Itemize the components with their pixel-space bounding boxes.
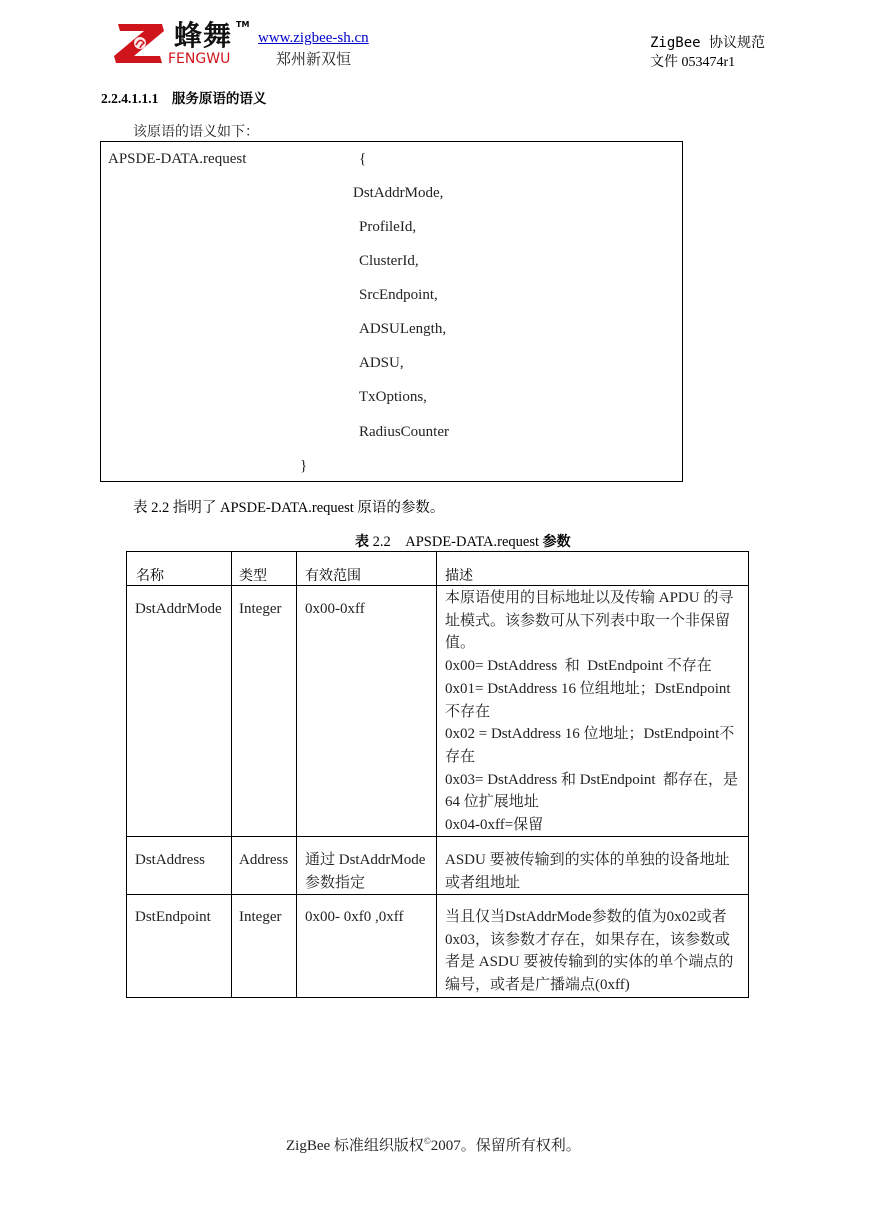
open-brace: { [359, 151, 367, 167]
param-item: SrcEndpoint, [359, 287, 438, 303]
parameter-table [126, 551, 749, 998]
param-item: DstAddrMode, [353, 185, 444, 201]
logo-cn-text: 蜂舞 [174, 19, 233, 52]
logo-z-mark-icon [112, 18, 168, 68]
desc-line: 0x03，该参数才存在，如果存在，该参数或 [445, 931, 731, 948]
primitive-syntax-box [100, 141, 683, 482]
caption-label: 表 [355, 534, 369, 550]
desc-line: 存在 [445, 748, 476, 765]
cell-name: DstEndpoint [135, 909, 211, 925]
site-url-link[interactable]: www.zigbee-sh.cn [258, 30, 369, 46]
range-line: 通过 DstAddrMode [305, 852, 426, 868]
close-brace: } [300, 458, 308, 474]
cell-type: Integer [239, 909, 282, 925]
copyright-footer [286, 1134, 581, 1155]
desc-line: 64 位扩展地址 [445, 794, 539, 811]
section-heading: 2.2.4.1.1.1 服务原语的语义 [101, 91, 267, 106]
desc-line: ASDU 要被传输到的实体的单独的设备地址 [445, 852, 730, 868]
column-divider [436, 552, 437, 997]
desc-line: 址模式。该参数可从下列表中取一个非保留 [445, 612, 731, 629]
desc-line: 0x04-0xff=保留 [445, 817, 544, 834]
logo-en-text: FENGWU [168, 51, 231, 67]
cell-description [445, 849, 730, 894]
header-description: 描述 [445, 568, 473, 584]
param-item: TxOptions, [359, 389, 427, 405]
range-line: 参数指定 [305, 874, 366, 891]
footer-post: 2007。保留所有权利。 [430, 1138, 581, 1154]
cell-range: 0x00-0xff [305, 601, 365, 617]
param-item: ADSU, [359, 355, 404, 371]
cell-range: 0x00- 0xf0 ,0xff [305, 909, 404, 925]
param-item: ClusterId, [359, 253, 419, 269]
param-item: RadiusCounter [359, 424, 449, 440]
footer-pre: ZigBee 标准组织版权 [286, 1138, 424, 1154]
cell-description [445, 906, 733, 997]
intro-text: 该原语的语义如下： [133, 125, 259, 140]
primitive-name: APSDE-DATA.request [108, 151, 247, 167]
desc-line: 本原语使用的目标地址以及传输 APDU 的寻 [445, 590, 734, 606]
desc-line: 0x03= DstAddress 和 DstEndpoint 都存在，是 [445, 771, 739, 788]
logo-trademark: TM [236, 20, 250, 29]
cell-type: Integer [239, 601, 282, 617]
desc-line: 当且仅当DstAddrMode参数的值为0x02或者 [445, 909, 727, 925]
copyright-symbol: © [423, 1136, 431, 1146]
desc-line: 0x00= DstAddress 和 DstEndpoint 不存在 [445, 658, 712, 675]
desc-line: 编号，或者是广播端点(0xff) [445, 977, 630, 994]
doc-title: ZigBee 协议规范 [650, 35, 766, 51]
cell-name: DstAddress [135, 852, 205, 868]
desc-line: 或者组地址 [445, 874, 521, 891]
logo [112, 18, 252, 70]
cell-description [445, 587, 738, 837]
param-item: ADSULength, [359, 321, 447, 337]
desc-line: 者是 ASDU 要被传输到的实体的单个端点的 [445, 954, 734, 971]
column-divider [231, 552, 232, 997]
table-caption [355, 531, 571, 551]
param-item: ProfileId, [359, 219, 417, 235]
desc-line: 不存在 [445, 703, 491, 720]
desc-line: 值。 [445, 635, 476, 652]
cell-type: Address [239, 852, 289, 868]
header-name: 名称 [136, 568, 164, 584]
caption-tail: 参数 [542, 534, 571, 550]
row-divider [127, 585, 748, 586]
header-type: 类型 [239, 568, 267, 584]
cell-name: DstAddrMode [135, 601, 222, 617]
header-range: 有效范围 [305, 568, 361, 584]
desc-line: 0x01= DstAddress 16 位组地址；DstEndpoint [445, 680, 731, 697]
site-subtitle: 郑州新双恒 [276, 52, 352, 68]
cell-range [305, 849, 425, 894]
caption-text: 2.2 APSDE-DATA.request [369, 534, 543, 550]
column-divider [296, 552, 297, 997]
doc-number: 文件 053474r1 [650, 55, 736, 70]
table-reference-text: 表 2.2 指明了 APSDE-DATA.request 原语的参数。 [133, 500, 445, 516]
desc-line: 0x02 = DstAddress 16 位地址；DstEndpoint不 [445, 726, 735, 743]
